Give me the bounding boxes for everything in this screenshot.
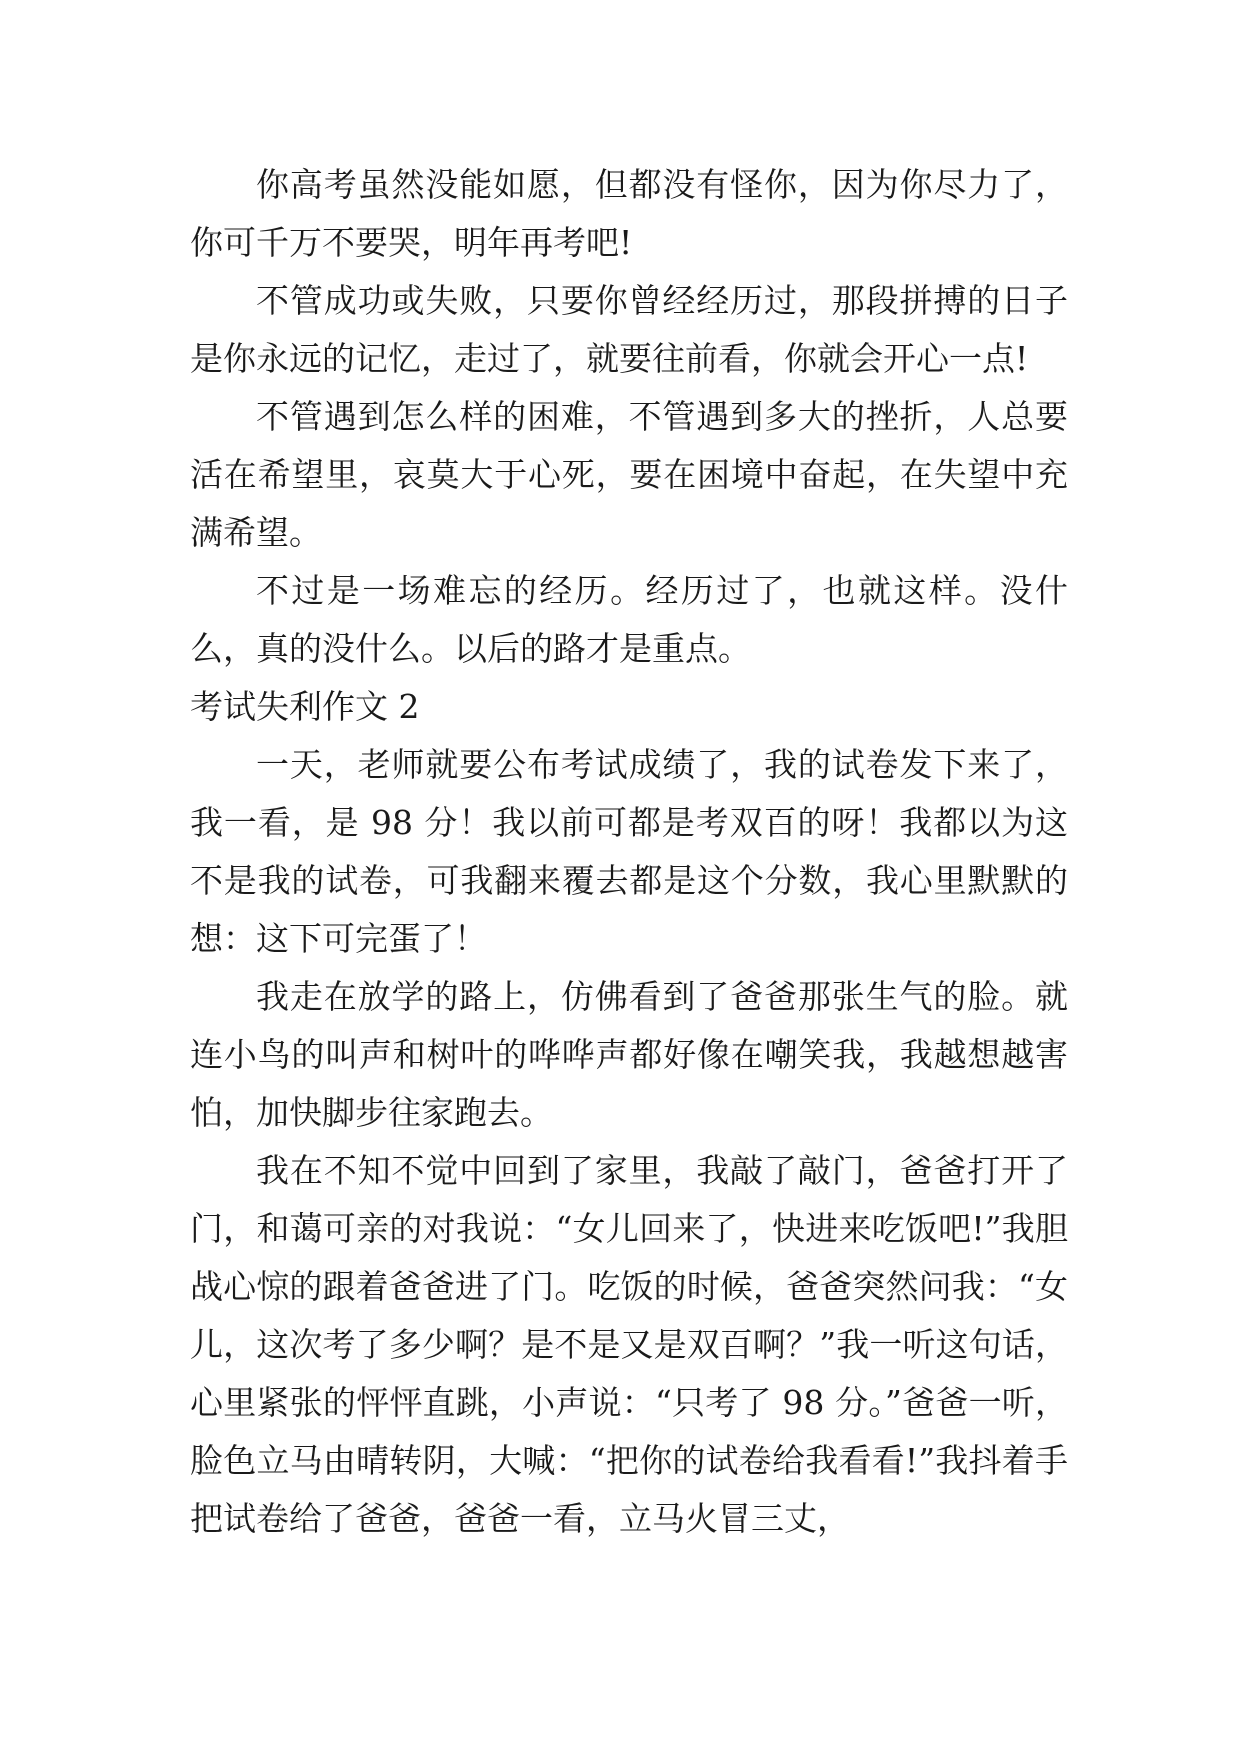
paragraph: 不过是一场难忘的经历。经历过了，也就这样。没什么，真的没什么。以后的路才是重点。 <box>190 571 1068 668</box>
paragraph: 不管遇到怎么样的困难，不管遇到多大的挫折，人总要活在希望里，哀莫大于心死，要在困境中奋起，在失望中充满希望。 <box>190 397 1068 552</box>
paragraph: 我在不知不觉中回到了家里，我敲了敲门，爸爸打开了门，和蔼可亲的对我说：“女儿回来了，快进来吃饭吧!”我胆战心惊的跟着爸爸进了门。吃饭的时候，爸爸突然问我：“女儿，这次考了多少啊？是不是又是双百啊？”我一听这句话，心里紧张的怦怦直跳，小声说：“只考了 98 分。”爸爸一听，脸色立马由晴转阴，大喊：“把你的试卷给我看看!”我抖着手把试卷给了爸爸，爸爸一看，立马火冒三丈， <box>190 1151 1068 1538</box>
section-title: 考试失利作文 2 <box>190 687 420 726</box>
paragraph: 一天，老师就要公布考试成绩了，我的试卷发下来了，我一看，是 98 分！我以前可都是考双百的呀！我都以为这不是我的试卷，可我翻来覆去都是这个分数，我心里默默的想：这下可完蛋了！ <box>190 745 1068 958</box>
paragraph: 你高考虽然没能如愿，但都没有怪你，因为你尽力了，你可千万不要哭，明年再考吧! <box>190 165 1068 262</box>
paragraph: 我走在放学的路上，仿佛看到了爸爸那张生气的脸。就连小鸟的叫声和树叶的哗哗声都好像在嘲笑我，我越想越害怕，加快脚步往家跑去。 <box>190 977 1068 1132</box>
paragraph: 不管成功或失败，只要你曾经经历过，那段拼搏的日子是你永远的记忆，走过了，就要往前看，你就会开心一点! <box>190 281 1068 378</box>
document-page <box>190 156 1068 1548</box>
